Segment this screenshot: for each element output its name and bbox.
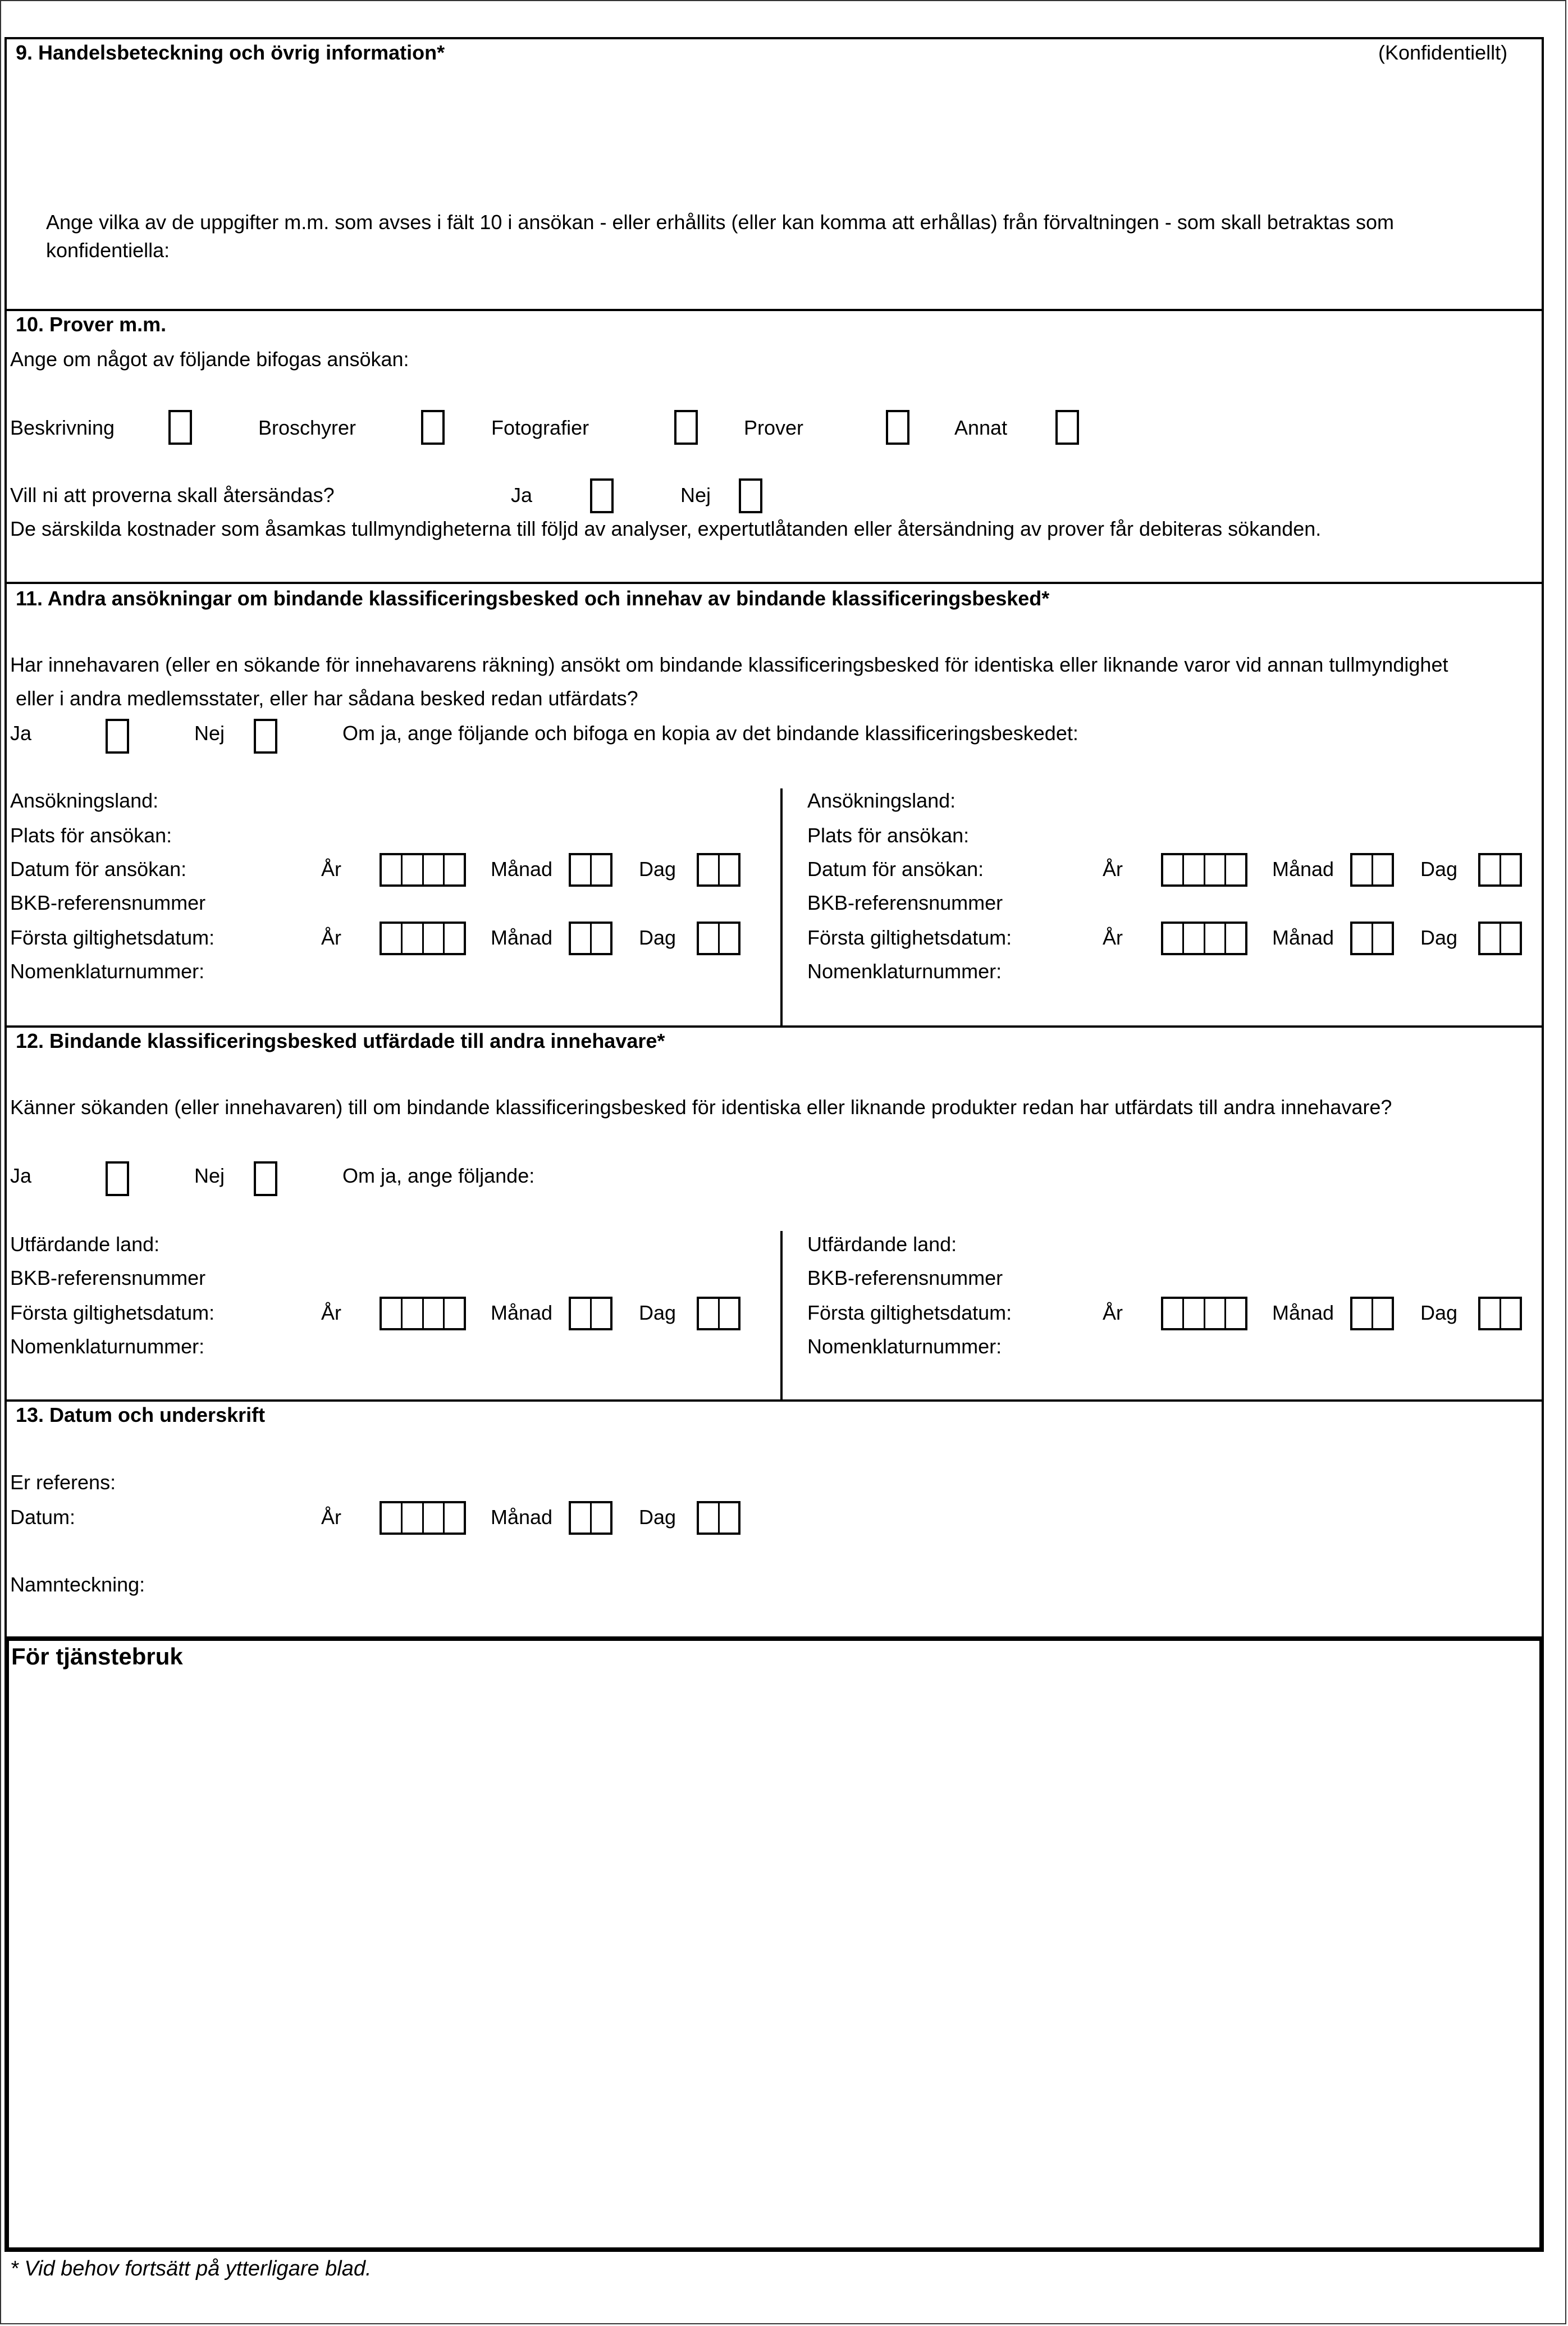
s10-item-label: Beskrivning [10, 416, 115, 439]
s12-if-yes: Om ja, ange följande: [342, 1164, 535, 1187]
form-top-border [4, 37, 1544, 39]
s10-cost-note: De särskilda kostnader som åsamkas tullmyndigheterna till följd av analyser, expertutlåtanden eller återsändning av prover får debiteras sökanden. [10, 517, 1322, 540]
s11-right-nomenclature: Nomenklaturnummer: [807, 960, 1002, 983]
s11-yes-label: Ja [10, 722, 32, 745]
s10-return-no-label: Nej [680, 484, 711, 507]
office-use-title: För tjänstebruk [11, 1643, 183, 1670]
day-label: Dag [1420, 858, 1458, 881]
s11-if-yes: Om ja, ange följande och bifoga en kopia av det bindande klassificeringsbeskedet: [342, 722, 1078, 745]
s11-left-nomenclature: Nomenklaturnummer: [10, 960, 205, 983]
s12-right-ref: BKB-referensnummer [807, 1266, 1003, 1289]
s11-left-valid-year[interactable] [380, 922, 466, 955]
day-label: Dag [1420, 1301, 1458, 1324]
s11-left-date-day[interactable] [697, 853, 740, 887]
s12-no-checkbox[interactable] [254, 1161, 277, 1196]
s11-no-checkbox[interactable] [254, 719, 277, 754]
s11-right-valid-day[interactable] [1478, 922, 1522, 955]
month-label: Månad [491, 926, 553, 949]
s12-column-divider [780, 1231, 783, 1399]
s12-left-valid-year[interactable] [380, 1297, 466, 1330]
s13-reference: Er referens: [10, 1471, 116, 1494]
s10-return-no-checkbox[interactable] [739, 478, 762, 513]
s10-item-label: Fotografier [491, 416, 589, 439]
s12-left-first-valid-label: Första giltighetsdatum: [10, 1301, 215, 1324]
s11-no-label: Nej [194, 722, 225, 745]
s11-right-first-valid-label: Första giltighetsdatum: [807, 926, 1012, 949]
s13-date-label: Datum: [10, 1506, 76, 1529]
s11-left-country: Ansökningsland: [10, 789, 159, 812]
s11-right-valid-year[interactable] [1161, 922, 1247, 955]
s11-left-valid-day[interactable] [697, 922, 740, 955]
s10-item-label: Broschyrer [258, 416, 356, 439]
s11-left-valid-month[interactable] [569, 922, 612, 955]
s12-question: Känner sökanden (eller innehavaren) till om bindande klassificeringsbesked för identiska eller liknande produkter redan har utfärdats till andra innehavare? [10, 1096, 1392, 1119]
s10-checkbox-other[interactable] [1055, 410, 1079, 445]
month-label: Månad [1272, 858, 1334, 881]
s11-right-date-year[interactable] [1161, 853, 1247, 887]
day-label: Dag [639, 1506, 676, 1529]
divider-s9-s10 [4, 309, 1544, 311]
year-label: År [1103, 858, 1123, 881]
s11-left-first-valid-label: Första giltighetsdatum: [10, 926, 215, 949]
month-label: Månad [491, 1506, 553, 1529]
s10-return-yes-checkbox[interactable] [590, 478, 614, 513]
s12-left-ref: BKB-referensnummer [10, 1266, 206, 1289]
s10-item-label: Prover [744, 416, 804, 439]
s9-text-line1: Ange vilka av de uppgifter m.m. som avses i fält 10 i ansökan - eller erhållits (eller kan komma att erhållas) från förvaltningen - som skall betraktas som [46, 211, 1395, 234]
day-label: Dag [639, 858, 676, 881]
s11-left-date-year[interactable] [380, 853, 466, 887]
s12-left-valid-day[interactable] [697, 1297, 740, 1330]
s11-right-country: Ansökningsland: [807, 789, 956, 812]
s12-right-valid-day[interactable] [1478, 1297, 1522, 1330]
s13-signature: Namnteckning: [10, 1573, 145, 1596]
s9-text-line2: konfidentiella: [46, 239, 170, 262]
year-label: År [321, 858, 341, 881]
year-label: År [1103, 1301, 1123, 1324]
s11-left-date-label: Datum för ansökan: [10, 858, 187, 881]
month-label: Månad [491, 1301, 553, 1324]
year-label: År [321, 1301, 341, 1324]
s11-right-date-month[interactable] [1350, 853, 1394, 887]
s9-confidential: (Konfidentiellt) [1378, 41, 1508, 64]
s12-right-first-valid-label: Första giltighetsdatum: [807, 1301, 1012, 1324]
s12-right-nomenclature: Nomenklaturnummer: [807, 1335, 1002, 1358]
s11-title: 11. Andra ansökningar om bindande klassificeringsbesked och innehav av bindande klassificeringsbesked* [16, 587, 1050, 610]
year-label: År [321, 1506, 341, 1529]
s11-left-place: Plats för ansökan: [10, 824, 172, 847]
s12-left-valid-month[interactable] [569, 1297, 612, 1330]
s12-no-label: Nej [194, 1164, 225, 1187]
month-label: Månad [1272, 1301, 1334, 1324]
s12-title: 12. Bindande klassificeringsbesked utfärdade till andra innehavare* [16, 1029, 665, 1052]
day-label: Dag [639, 926, 676, 949]
s11-right-date-label: Datum för ansökan: [807, 858, 984, 881]
s10-title: 10. Prover m.m. [16, 313, 167, 336]
divider-s11-s12 [4, 1025, 1544, 1028]
s11-column-divider [780, 788, 783, 1025]
divider-s12-s13 [4, 1399, 1544, 1402]
s10-checkbox-brochures[interactable] [421, 410, 445, 445]
day-label: Dag [639, 1301, 676, 1324]
s13-date-day[interactable] [697, 1501, 740, 1535]
s12-yes-checkbox[interactable] [106, 1161, 129, 1196]
s12-right-valid-year[interactable] [1161, 1297, 1247, 1330]
s12-right-valid-month[interactable] [1350, 1297, 1394, 1330]
s13-title: 13. Datum och underskrift [16, 1403, 266, 1426]
s10-checkbox-description[interactable] [168, 410, 192, 445]
s12-left-country: Utfärdande land: [10, 1233, 160, 1256]
s11-yes-checkbox[interactable] [106, 719, 129, 754]
s10-item-label: Annat [954, 416, 1008, 439]
s12-right-country: Utfärdande land: [807, 1233, 957, 1256]
s11-left-date-month[interactable] [569, 853, 612, 887]
s12-yes-label: Ja [10, 1164, 32, 1187]
month-label: Månad [1272, 926, 1334, 949]
year-label: År [1103, 926, 1123, 949]
s10-checkbox-photos[interactable] [674, 410, 698, 445]
s12-left-nomenclature: Nomenklaturnummer: [10, 1335, 205, 1358]
s11-right-date-day[interactable] [1478, 853, 1522, 887]
s9-title: 9. Handelsbeteckning och övrig information* [16, 41, 445, 64]
day-label: Dag [1420, 926, 1458, 949]
s11-right-ref: BKB-referensnummer [807, 891, 1003, 914]
s11-question-line1: Har innehavaren (eller en sökande för innehavarens räkning) ansökt om bindande klassificeringsbesked för identiska eller liknande varor vid annan tullmyndighet [10, 653, 1448, 676]
divider-s10-s11 [4, 582, 1544, 584]
s10-return-yes-label: Ja [511, 484, 533, 507]
s10-intro: Ange om något av följande bifogas ansökan: [10, 348, 409, 371]
month-label: Månad [491, 858, 553, 881]
s10-return-question: Vill ni att proverna skall återsändas? [10, 484, 335, 507]
office-use-box [4, 1636, 1544, 2252]
s13-date-year[interactable] [380, 1501, 466, 1535]
s13-date-month[interactable] [569, 1501, 612, 1535]
year-label: År [321, 926, 341, 949]
s11-question-line2: eller i andra medlemsstater, eller har sådana besked redan utfärdats? [16, 687, 638, 710]
footer-note: * Vid behov fortsätt på ytterligare blad. [10, 2257, 372, 2281]
s10-checkbox-samples[interactable] [886, 410, 909, 445]
s11-right-valid-month[interactable] [1350, 922, 1394, 955]
s11-left-ref: BKB-referensnummer [10, 891, 206, 914]
s11-right-place: Plats för ansökan: [807, 824, 970, 847]
